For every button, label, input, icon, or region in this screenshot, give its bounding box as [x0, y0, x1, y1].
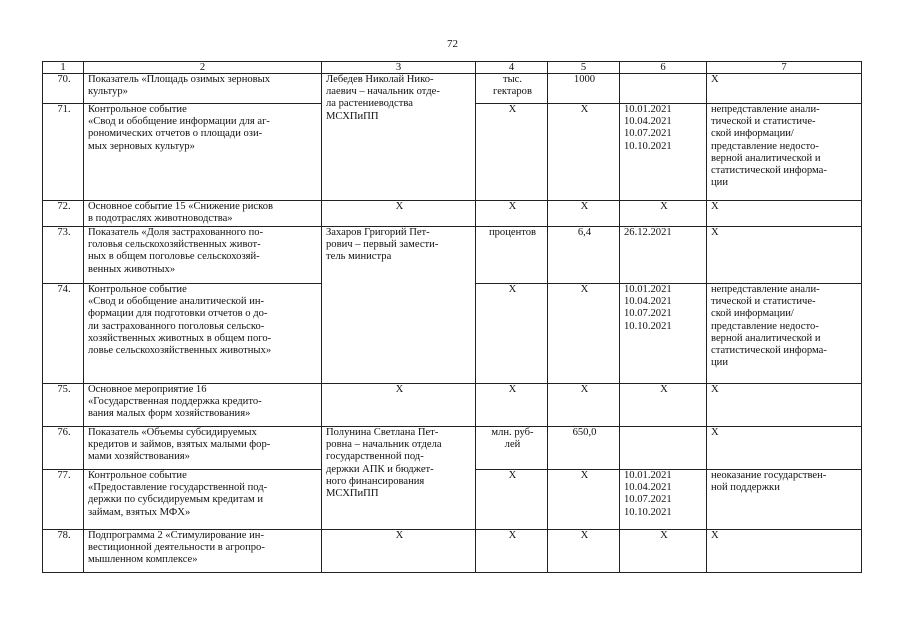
row-risk: Х [707, 227, 862, 284]
row-unit: Х [476, 470, 548, 530]
row-unit: Х [476, 530, 548, 573]
row-number: 78. [43, 530, 84, 573]
row-unit: Х [476, 201, 548, 227]
row-value: Х [548, 384, 620, 427]
row-date: Х [620, 384, 707, 427]
column-header: 4 [476, 62, 548, 74]
row-number: 72. [43, 201, 84, 227]
row-number: 74. [43, 284, 84, 384]
row-date: 10.01.2021 10.04.2021 10.07.2021 10.10.2021 [620, 104, 707, 201]
row-date: 10.01.2021 10.04.2021 10.07.2021 10.10.2021 [620, 284, 707, 384]
column-header: 5 [548, 62, 620, 74]
table-row [43, 530, 862, 573]
table-row [43, 227, 862, 284]
row-risk: Х [707, 201, 862, 227]
row-description: Подпрограмма 2 «Стимулирование ин- вестиционной деятельности в агропро- мышленном комплексе» [84, 530, 322, 573]
table-row [43, 74, 862, 104]
row-description: Контрольное событие «Свод и обобщение информации для аг- рономических отчетов о площади ози- мых зерновых культур» [84, 104, 322, 201]
row-date: 10.01.2021 10.04.2021 10.07.2021 10.10.2021 [620, 470, 707, 530]
row-unit: Х [476, 284, 548, 384]
column-header: 7 [707, 62, 862, 74]
row-value: Х [548, 530, 620, 573]
row-unit: процентов [476, 227, 548, 284]
row-value: 6,4 [548, 227, 620, 284]
row-value: Х [548, 470, 620, 530]
column-header: 6 [620, 62, 707, 74]
responsible-person: Лебедев Николай Нико- лаевич – начальник отде- ла растениеводства МСХПиПП [322, 74, 476, 201]
row-description: Показатель «Площадь озимых зерновых культур» [84, 74, 322, 104]
header-row [43, 62, 862, 74]
table-row [43, 427, 862, 470]
row-unit: Х [476, 104, 548, 201]
responsible-person: Захаров Григорий Пет- рович – первый замести- тель министра [322, 227, 476, 384]
row-number: 73. [43, 227, 84, 284]
table-row [43, 384, 862, 427]
row-number: 76. [43, 427, 84, 470]
row-risk: Х [707, 530, 862, 573]
column-header: 3 [322, 62, 476, 74]
row-value: Х [548, 284, 620, 384]
responsible-person: Х [322, 384, 476, 427]
row-value: Х [548, 104, 620, 201]
row-risk: непредставление анали- тической и статистиче- ской информации/ представление недосто- верной аналитической и статистической информа- ции [707, 104, 862, 201]
table-row [43, 201, 862, 227]
row-unit: млн. руб- лей [476, 427, 548, 470]
row-number: 75. [43, 384, 84, 427]
row-date: Х [620, 201, 707, 227]
responsible-person: Х [322, 201, 476, 227]
row-date: Х [620, 530, 707, 573]
row-description: Контрольное событие «Предоставление государственной под- держки по субсидируемым кредитам и займам, взятых МФХ» [84, 470, 322, 530]
row-value: Х [548, 201, 620, 227]
row-number: 70. [43, 74, 84, 104]
row-date: 26.12.2021 [620, 227, 707, 284]
plan-table [42, 61, 862, 573]
row-unit: тыс. гектаров [476, 74, 548, 104]
row-description: Контрольное событие «Свод и обобщение аналитической ин- формации для подготовки отчетов о до- ли застрахованного поголовья сельско- хозяйственных животных в общем пого- ловье сельскохозяйственных животных» [84, 284, 322, 384]
row-unit: Х [476, 384, 548, 427]
row-description: Показатель «Доля застрахованного по- головья сельскохозяйственных живот- ных в общем поголовье сельскохозяй- венных животных» [84, 227, 322, 284]
row-value: 1000 [548, 74, 620, 104]
row-risk: непредставление анали- тической и статистиче- ской информации/ представление недосто- верной аналитической и статистической информа- ции [707, 284, 862, 384]
row-risk: Х [707, 74, 862, 104]
row-risk: неоказание государствен- ной поддержки [707, 470, 862, 530]
row-description: Основное мероприятие 16 «Государственная поддержка кредито- вания малых форм хозяйствования» [84, 384, 322, 427]
row-number: 77. [43, 470, 84, 530]
row-date [620, 74, 707, 104]
row-value: 650,0 [548, 427, 620, 470]
column-header: 2 [84, 62, 322, 74]
row-description: Основное событие 15 «Снижение рисков в подотраслях животноводства» [84, 201, 322, 227]
responsible-person: Полунина Светлана Пет- ровна – начальник отдела государственной под- держки АПК и бюджет- ного финансирования МСХПиПП [322, 427, 476, 530]
responsible-person: Х [322, 530, 476, 573]
row-number: 71. [43, 104, 84, 201]
row-risk: Х [707, 384, 862, 427]
row-risk: Х [707, 427, 862, 470]
page-number: 72 [447, 38, 458, 50]
row-description: Показатель «Объемы субсидируемых кредитов и займов, взятых малыми фор- мами хозяйствования» [84, 427, 322, 470]
column-header: 1 [43, 62, 84, 74]
row-date [620, 427, 707, 470]
